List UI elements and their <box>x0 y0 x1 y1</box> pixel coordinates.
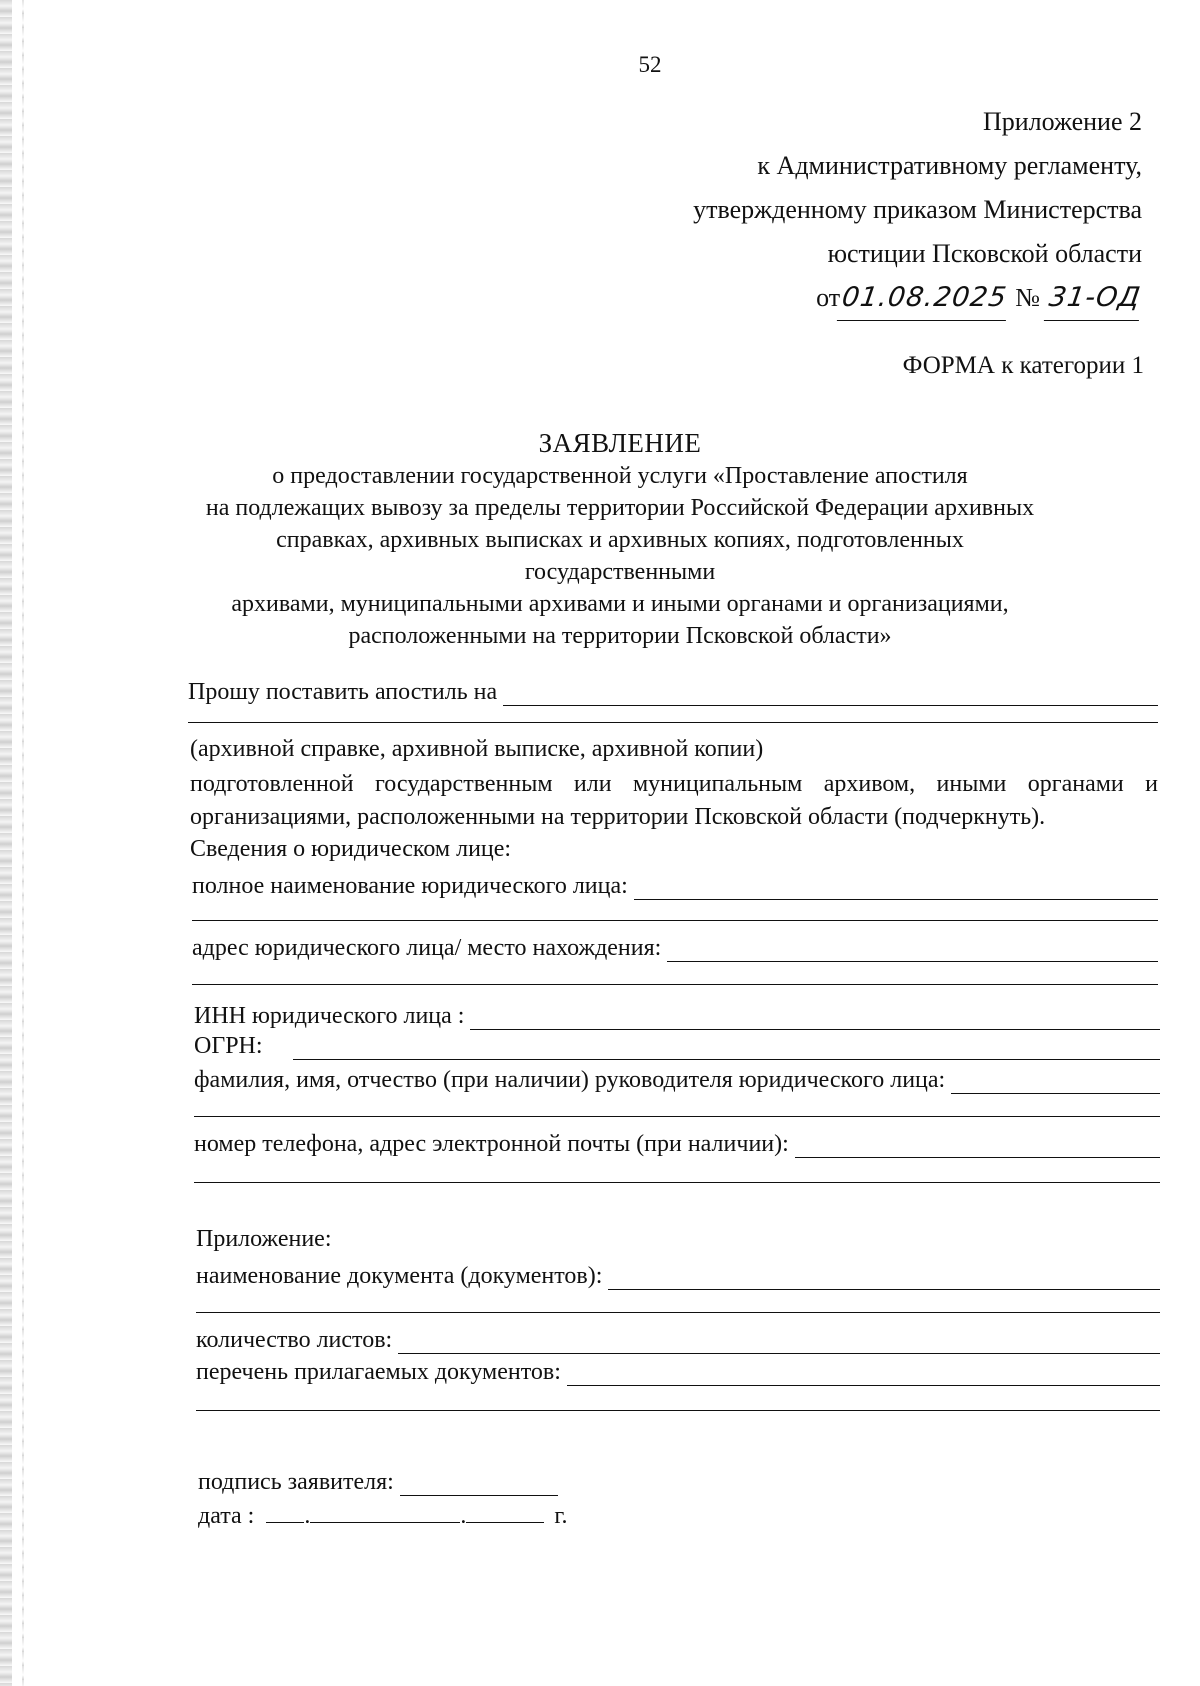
signature-input-line[interactable] <box>400 1471 558 1496</box>
apostille-document-field <box>188 672 1158 706</box>
head-name-label: фамилия, имя, отчество (при наличии) руководителя юридического лица: <box>194 1067 946 1093</box>
application-title: ЗАЯВЛЕНИЕ <box>538 428 702 458</box>
contacts-field <box>194 1124 1160 1158</box>
address-input-line[interactable] <box>667 937 1158 962</box>
handwritten-order-number: 31-ОД <box>1043 276 1145 321</box>
doc-name-field <box>196 1256 1160 1290</box>
full-name-input-line[interactable] <box>634 875 1158 900</box>
signature-label: подпись заявителя: <box>198 1469 394 1495</box>
address-continuation-line[interactable] <box>192 984 1158 985</box>
inn-field <box>194 996 1160 1030</box>
appendix-line-1: Приложение 2 <box>982 107 1142 136</box>
ogrn-label: ОГРН: <box>194 1033 263 1059</box>
doc-list-label: перечень прилагаемых документов: <box>196 1359 561 1385</box>
inn-label: ИНН юридического лица : <box>194 1003 465 1029</box>
doc-list-input-line[interactable] <box>567 1361 1160 1386</box>
heading-line-3: справках, архивных выписках и архивных копиях, подготовленных государственными <box>276 527 964 585</box>
sheet-count-input-line[interactable] <box>398 1329 1160 1354</box>
sheet-count-label: количество листов: <box>196 1327 393 1353</box>
form-category-label: ФОРМА к категории 1 <box>902 352 1144 379</box>
doc-list-continuation-line[interactable] <box>196 1410 1160 1411</box>
address-field <box>192 928 1158 962</box>
ogrn-field <box>194 1026 1160 1060</box>
contacts-label: номер телефона, адрес электронной почты (при наличии): <box>194 1131 789 1157</box>
heading-line-2: на подлежащих вывозу за пределы территории Российской Федерации архивных <box>205 495 1035 521</box>
date-separator-1: . <box>304 1503 311 1529</box>
appendix-line-2: к Административному регламенту, <box>757 151 1142 180</box>
handwritten-date: 01.08.2025 <box>837 276 1012 321</box>
legal-entity-section-title: Сведения о юридическом лице: <box>190 836 512 862</box>
sheet-count-field <box>196 1320 1160 1354</box>
doc-name-input-line[interactable] <box>608 1265 1160 1290</box>
signature-field <box>198 1462 558 1496</box>
apostille-document-input-line[interactable] <box>503 681 1158 706</box>
number-sign: № <box>1015 283 1041 312</box>
apostille-request-label: Прошу поставить апостиль на <box>188 679 498 705</box>
page-number: 52 <box>638 52 662 77</box>
full-name-continuation-line[interactable] <box>192 920 1158 921</box>
date-year-line[interactable] <box>466 1500 544 1523</box>
appendix-line-4: юстиции Псковской области <box>827 239 1142 268</box>
heading-line-1: о предоставлении государственной услуги «Проставление апостиля <box>272 463 968 489</box>
doc-name-continuation-line[interactable] <box>196 1312 1160 1313</box>
date-day-line[interactable] <box>266 1500 304 1523</box>
apostille-document-hint: (архивной справке, архивной выписке, архивной копии) <box>190 736 764 762</box>
heading-line-4: архивами, муниципальными архивами и иными органами и организациями, <box>231 591 1009 617</box>
address-label: адрес юридического лица/ место нахождения: <box>192 935 662 961</box>
head-name-field <box>194 1060 1160 1094</box>
attachment-section-title: Приложение: <box>196 1226 332 1252</box>
appendix-line-3: утвержденному приказом Министерства <box>693 195 1142 224</box>
ogrn-input-line[interactable] <box>293 1035 1160 1060</box>
full-name-label: полное наименование юридического лица: <box>192 873 628 899</box>
year-suffix: г. <box>554 1503 568 1529</box>
date-field <box>198 1500 567 1530</box>
date-separator-2: . <box>460 1503 467 1529</box>
doc-list-field <box>196 1352 1160 1386</box>
head-name-input-line[interactable] <box>951 1069 1160 1094</box>
date-label: дата : <box>198 1503 255 1529</box>
heading-line-5: расположенными на территории Псковской области» <box>348 623 892 649</box>
contacts-continuation-line[interactable] <box>194 1182 1160 1183</box>
date-prefix: от <box>816 283 841 312</box>
head-name-continuation-line[interactable] <box>194 1116 1160 1117</box>
full-name-field <box>192 866 1158 900</box>
archive-origin-text: подготовленной государственным или муниципальным архивом, иными органами и организациями, расположенными на территории Псковской области (подчеркнуть). <box>190 771 1158 830</box>
doc-name-label: наименование документа (документов): <box>196 1263 603 1289</box>
date-month-line[interactable] <box>310 1500 460 1523</box>
contacts-input-line[interactable] <box>795 1133 1160 1158</box>
apostille-document-continuation-line[interactable] <box>188 722 1158 723</box>
